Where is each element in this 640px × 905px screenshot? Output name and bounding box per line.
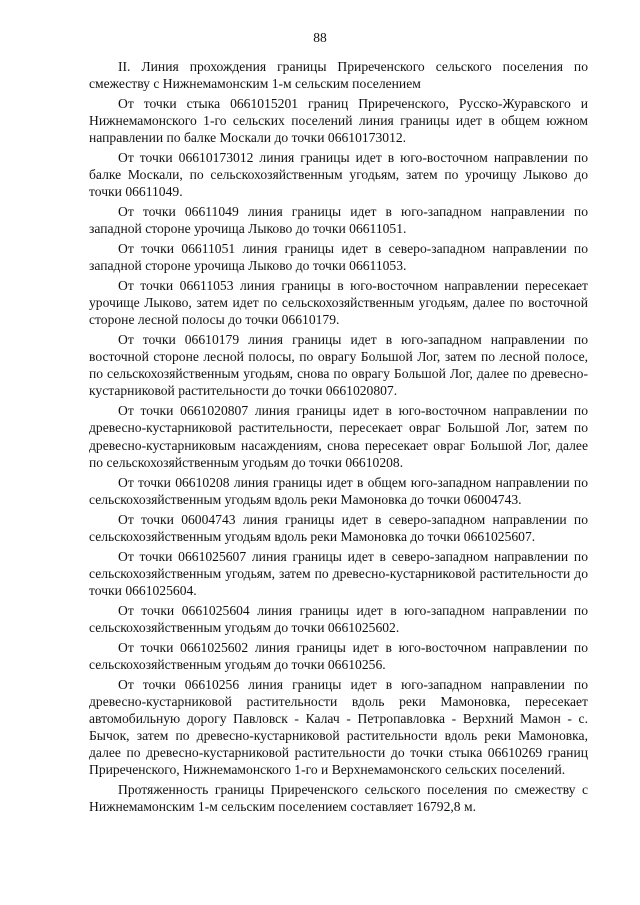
paragraph: От точки 06611053 линия границы в юго-восточном направлении пересекает урочище Лыково, затем идет по сельскохозяйственным угодьям, далее по восточной стороне лесной полосы до точки 06610179. (89, 278, 588, 328)
paragraph: От точки 06004743 линия границы идет в северо-западном направлении по сельскохозяйственным угодьям вдоль реки Мамоновка до точки 0661025607. (89, 511, 588, 544)
paragraph: От точки 0661020807 линия границы идет в юго-восточном направлении по древесно-кустарниковой растительности, пересекает овраг Большой Лог, затем по древесно-кустарниковым насаждениям, снова пересекает овраг Большой Лог, далее по сельскохозяйственным угодьям до точки 06610208. (89, 403, 588, 470)
paragraph: От точки 0661025602 линия границы идет в юго-восточном направлении по сельскохозяйственным угодьям до точки 06610256. (89, 639, 588, 672)
paragraph: От точки 06610208 линия границы идет в общем юго-западном направлении по сельскохозяйственным угодьям вдоль реки Мамоновка до точки 06004743. (89, 474, 588, 507)
paragraph: От точки 06611051 линия границы идет в северо-западном направлении по западной стороне урочища Лыково до точки 06611053. (89, 241, 588, 274)
paragraph: От точки 06610256 линия границы идет в юго-западном направлении по древесно-кустарниковой растительности вдоль реки Мамоновка, пересекает автомобильную дорогу Павловск - Калач - Петропавловка - Верхний Мамон - с. Бычок, затем по древесно-кустарниковой растительности вдоль реки Мамоновка, далее по древесно-кустарниковой растительности до точки стыка 06610269 границ Приреченского, Нижнемамонского 1-го и Верхнемамонского сельских поселений. (89, 676, 588, 778)
total-length-paragraph: Протяженность границы Приреченского сельского поселения по смежеству с Нижнемамонским 1-м сельским поселением составляет 16792,8 м. (89, 781, 588, 814)
paragraph: От точки 06610179 линия границы идет в юго-западном направлении по восточной стороне лесной полосы, по оврагу Большой Лог, затем по лесной полосе, по сельскохозяйственным угодьям, снова по оврагу Большой Лог, далее по древесно-кустарниковой растительности до точки 0661020807. (89, 332, 588, 399)
section-heading: II. Линия прохождения границы Приреченского сельского поселения по смежеству с Нижнемамонским 1-м сельским поселением (89, 59, 588, 92)
paragraph: От точки 06610173012 линия границы идет в юго-восточном направлении по балке Москали, по сельскохозяйственным угодьям, затем по урочищу Лыково до точки 06611049. (89, 150, 588, 200)
paragraph: От точки стыка 0661015201 границ Приреченского, Русско-Журавского и Нижнемамонского 1-го сельских поселений линия границы идет в общем южном направлении по балке Москали до точки 06610173012. (89, 95, 588, 146)
page-number: 88 (313, 30, 327, 45)
paragraph: От точки 0661025607 линия границы идет в северо-западном направлении по сельскохозяйственным угодьям, затем по древесно-кустарниковой растительности до точки 0661025604. (89, 548, 588, 598)
paragraph: От точки 06611049 линия границы идет в юго-западном направлении по западной стороне урочища Лыково до точки 06611051. (89, 204, 588, 237)
paragraph: От точки 0661025604 линия границы идет в юго-западном направлении по сельскохозяйственным угодьям до точки 0661025602. (89, 602, 588, 635)
document-body (89, 58, 588, 818)
